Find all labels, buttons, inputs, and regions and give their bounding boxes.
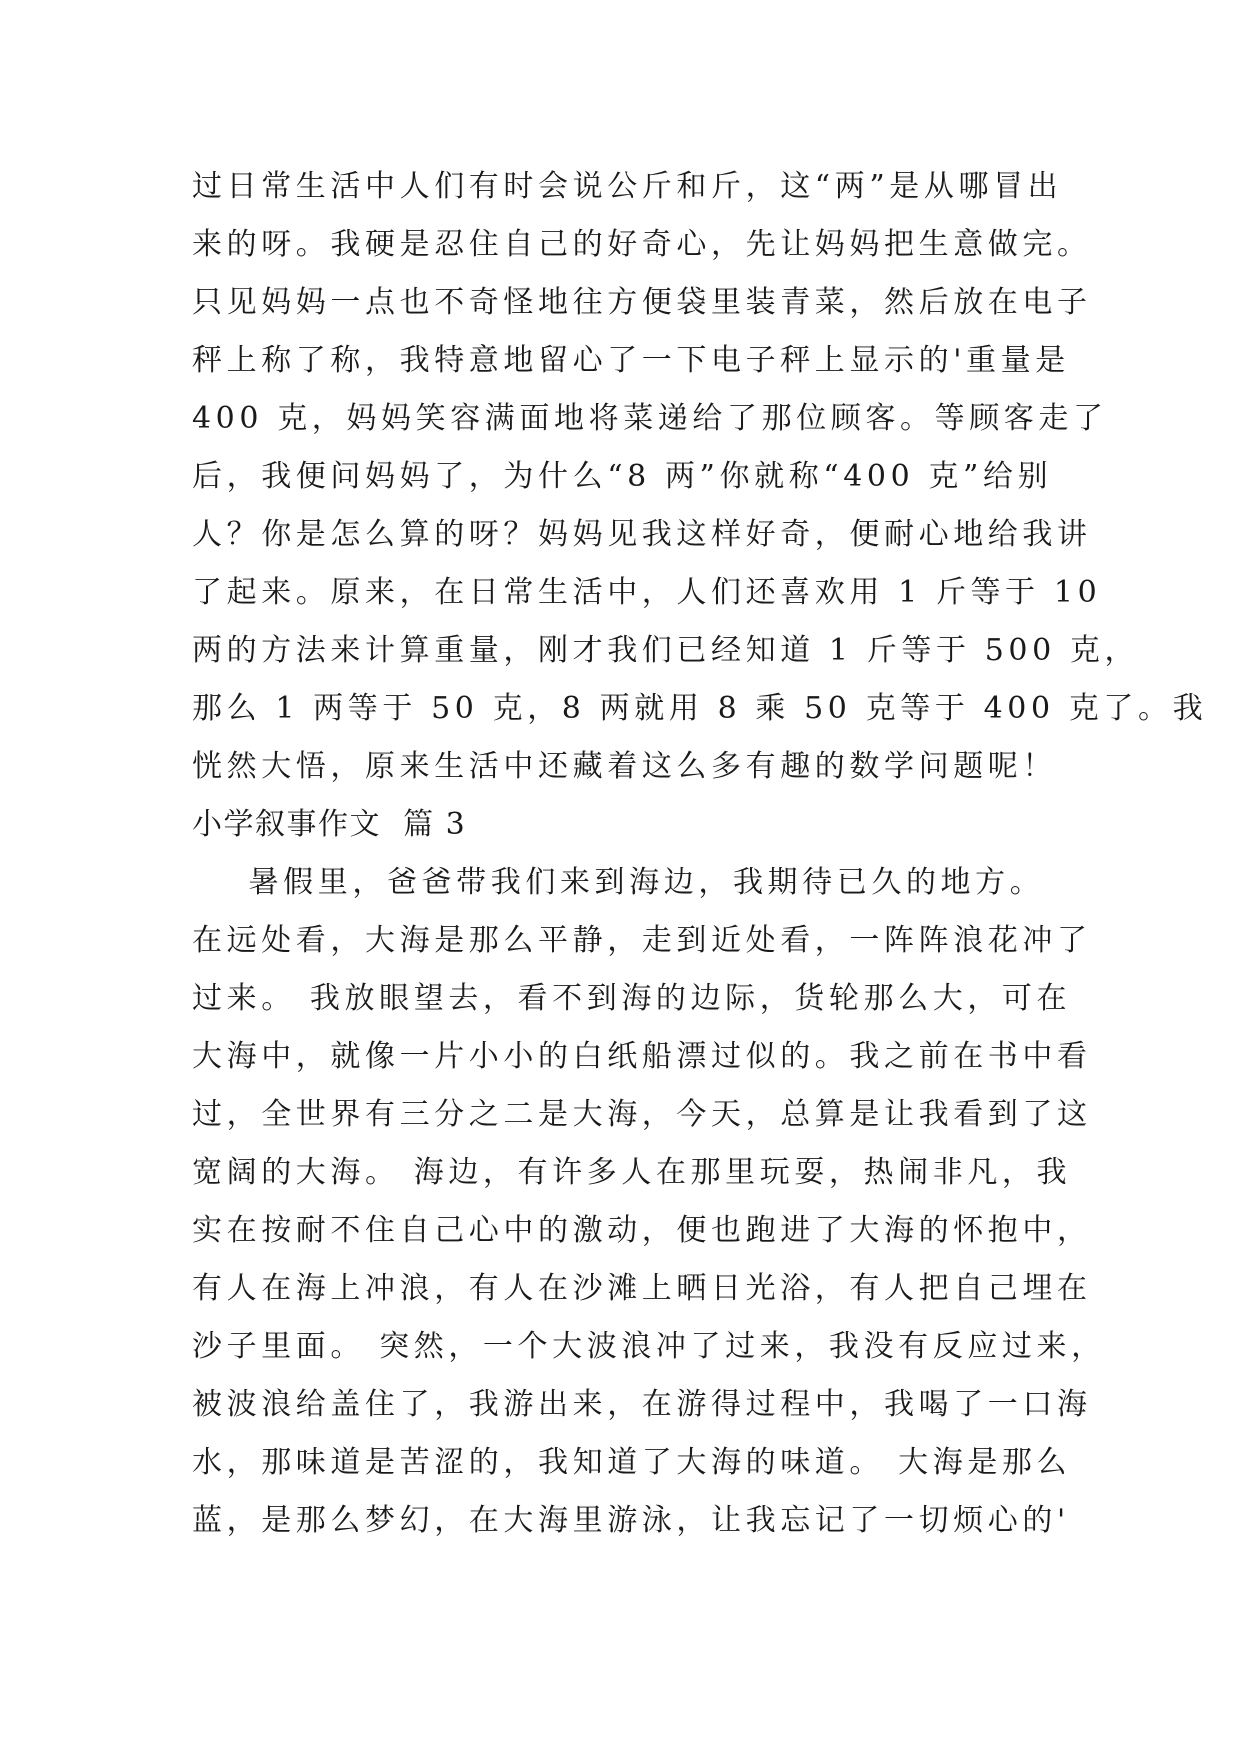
paragraph-line: 过日常生活中人们有时会说公斤和斤，这“两”是从哪冒出 (192, 169, 1063, 204)
paragraph-line: 有人在海上冲浪，有人在沙滩上晒日光浴，有人把自己埋在 (192, 1271, 1092, 1306)
paragraph-line: 过来。 我放眼望去，看不到海的边际，货轮那么大，可在 (192, 981, 1072, 1016)
paragraph-line: 暑假里，爸爸带我们来到海边，我期待已久的地方。 (192, 865, 1045, 900)
paragraph-line: 蓝，是那么梦幻，在大海里游泳，让我忘记了一切烦心的' (192, 1503, 1070, 1538)
paragraph-line: 被波浪给盖住了，我游出来，在游得过程中，我喝了一口海 (192, 1387, 1092, 1422)
paragraph-line: 400 克，妈妈笑容满面地将菜递给了那位顾客。等顾客走了 (192, 401, 1108, 436)
paragraph-line: 水，那味道是苦涩的，我知道了大海的味道。 大海是那么 (192, 1445, 1072, 1480)
essay-text (192, 158, 1208, 1550)
paragraph-line: 过，全世界有三分之二是大海，今天，总算是让我看到了这 (192, 1097, 1092, 1132)
paragraph-line: 秤上称了称，我特意地留心了一下电子秤上显示的'重量是 (192, 343, 1070, 378)
paragraph-line: 在远处看，大海是那么平静，走到近处看，一阵阵浪花冲了 (192, 923, 1092, 958)
paragraph-line: 来的呀。我硬是忍住自己的好奇心，先让妈妈把生意做完。 (192, 227, 1092, 262)
paragraph-line: 人？你是怎么算的呀？妈妈见我这样好奇，便耐心地给我讲 (192, 517, 1092, 552)
paragraph-line: 那么 1 两等于 50 克，8 两就用 8 乘 50 克等于 400 克了。我 (192, 691, 1208, 726)
paragraph-line: 大海中，就像一片小小的白纸船漂过似的。我之前在书中看 (192, 1039, 1092, 1074)
paragraph-line: 沙子里面。 突然，一个大波浪冲了过来，我没有反应过来， (192, 1329, 1106, 1364)
paragraph-line: 两的方法来计算重量，刚才我们已经知道 1 斤等于 500 克， (192, 633, 1140, 668)
paragraph-line: 恍然大悟，原来生活中还藏着这么多有趣的数学问题呢！ (192, 749, 1057, 784)
paragraph-line: 后，我便问妈妈了，为什么“8 两”你就称“400 克”给别 (192, 459, 1053, 494)
paragraph-line: 实在按耐不住自己心中的激动，便也跑进了大海的怀抱中， (192, 1213, 1092, 1248)
paragraph-line: 了起来。原来，在日常生活中，人们还喜欢用 1 斤等于 10 (192, 575, 1102, 610)
paragraph-line: 只见妈妈一点也不奇怪地往方便袋里装青菜，然后放在电子 (192, 285, 1092, 320)
section-heading: 小学叙事作文 篇 3 (192, 807, 467, 842)
paragraph-line: 宽阔的大海。 海边，有许多人在那里玩耍，热闹非凡，我 (192, 1155, 1072, 1190)
